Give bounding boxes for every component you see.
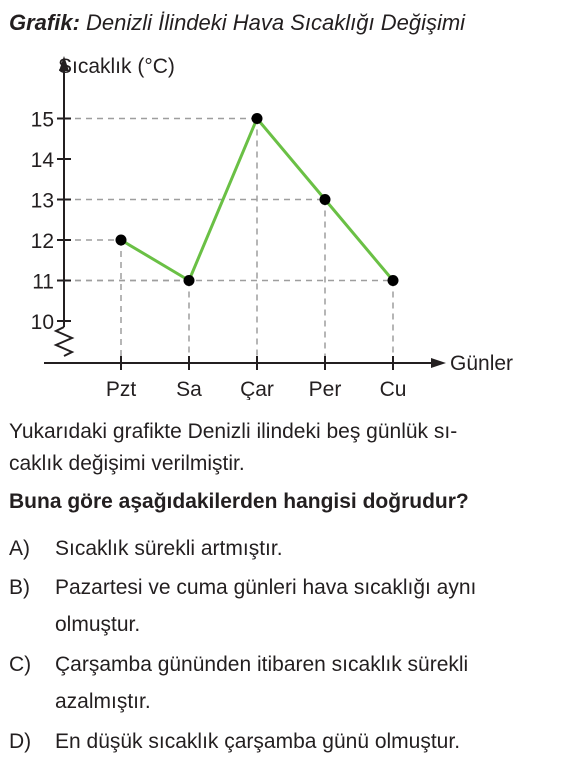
- chart-title: [9, 10, 465, 36]
- intro-paragraph: [9, 416, 574, 480]
- data-point-Cu: [388, 275, 399, 286]
- axes: [44, 56, 446, 368]
- y-tick-label: 15: [30, 108, 54, 132]
- data-point-Sa: [184, 275, 195, 286]
- option-a[interactable]: [9, 530, 579, 567]
- y-axis-break-icon: [56, 327, 72, 356]
- option-c-line-2: azalmıştır.: [55, 690, 151, 713]
- x-axis-label: Günler: [450, 352, 514, 375]
- x-tick-label: Sa: [176, 378, 202, 400]
- chart-title-lead: Grafik:: [9, 10, 80, 35]
- option-d-letter: D): [9, 730, 32, 753]
- y-tick-label: 11: [32, 270, 54, 294]
- x-tick-label: Cu: [379, 378, 407, 400]
- option-b-text: [55, 569, 575, 643]
- option-c-letter: C): [9, 653, 32, 676]
- option-b[interactable]: [9, 569, 579, 643]
- option-c-text: [55, 646, 575, 720]
- chart-title-text: Denizli İlindeki Hava Sıcaklığı Değişimi: [86, 10, 466, 35]
- temperature-line-chart: [0, 40, 579, 400]
- option-c[interactable]: [9, 646, 579, 720]
- x-axis-arrow-icon: [431, 358, 446, 368]
- intro-line-2: caklık değişimi verilmiştir.: [9, 452, 245, 475]
- data-point-Per: [320, 194, 331, 205]
- option-d[interactable]: [9, 723, 579, 760]
- option-b-line-2: olmuştur.: [55, 613, 141, 636]
- y-tick-label: 13: [30, 189, 54, 213]
- y-tick-label: 10: [30, 311, 54, 334]
- question-text: Buna göre aşağıdakilerden hangisi doğrudur?: [9, 490, 469, 513]
- option-c-line-1: Çarşamba gününden itibaren sıcaklık sürekli: [55, 653, 469, 676]
- y-tick-label: 14: [30, 149, 54, 172]
- x-tick-label: Per: [308, 378, 342, 400]
- x-tick-label: Pzt: [105, 378, 137, 400]
- data-point-Pzt: [116, 235, 127, 246]
- option-a-letter: A): [9, 537, 30, 560]
- option-d-text: [55, 723, 575, 760]
- option-b-letter: B): [9, 576, 30, 599]
- intro-line-1: Yukarıdaki grafikte Denizli ilindeki beş günlük sı-: [9, 420, 458, 443]
- x-tick-label: Çar: [240, 378, 274, 400]
- data-point-Çar: [252, 113, 263, 124]
- option-b-line-1: Pazartesi ve cuma günleri hava sıcaklığı aynı: [55, 576, 477, 599]
- guide-lines: [64, 119, 393, 364]
- y-axis-label: Sıcaklık (°C): [58, 55, 175, 78]
- option-a-line-1: Sıcaklık sürekli artmıştır.: [55, 537, 283, 560]
- y-tick-label: 12: [30, 230, 54, 253]
- option-d-line-1: En düşük sıcaklık çarşamba günü olmuştur.: [55, 730, 461, 753]
- option-a-text: [55, 530, 575, 567]
